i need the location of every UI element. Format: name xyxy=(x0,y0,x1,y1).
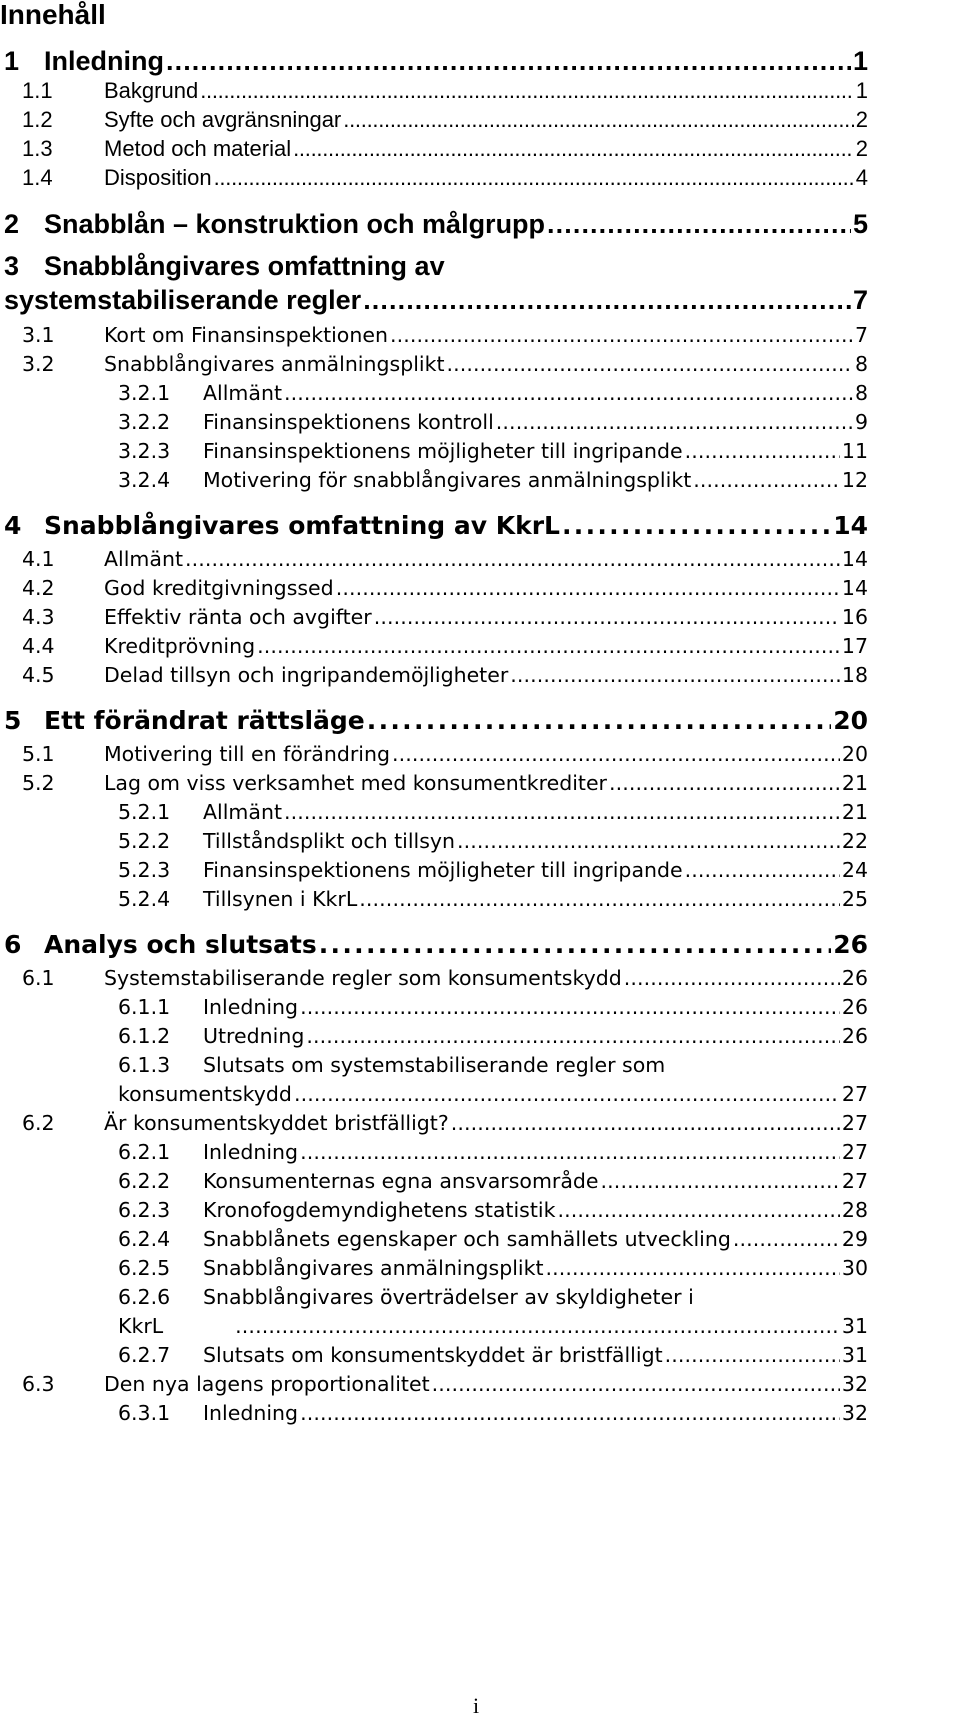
toc-entry-title: Snabblångivares anmälningsplikt xyxy=(104,352,445,376)
toc-entry-number: 5.1 xyxy=(22,742,55,766)
toc-entry-page: 2 xyxy=(855,107,868,132)
toc-entry-title: Inledning xyxy=(203,995,299,1019)
toc-entry-title: Delad tillsyn och ingripandemöjligheter xyxy=(104,663,509,687)
toc-entry-title: Snabblångivares anmälningsplikt xyxy=(203,1256,544,1280)
toc-entry-title: Utredning xyxy=(203,1024,305,1048)
toc-entry-title: Disposition xyxy=(104,165,212,190)
toc-entry[interactable] xyxy=(118,381,868,405)
toc-entry[interactable] xyxy=(22,1372,868,1396)
toc-entry[interactable] xyxy=(22,634,868,658)
toc-leader-dots xyxy=(294,1082,840,1106)
toc-entry-number: 6.3.1 xyxy=(118,1401,171,1425)
toc-entry-title: Inledning xyxy=(44,46,164,76)
toc-entry[interactable] xyxy=(118,1198,868,1222)
toc-entry-number: 1 xyxy=(4,46,20,76)
toc-leader-dots xyxy=(235,1314,840,1338)
toc-entry-title: Slutsats om konsumentskyddet är bristfälligt xyxy=(203,1343,663,1367)
toc-entry-number: 6.3 xyxy=(22,1372,55,1396)
toc-leader-dots xyxy=(624,966,840,990)
toc-entry-page: 25 xyxy=(841,887,868,911)
toc-leader-dots xyxy=(546,1256,840,1280)
toc-entry-page: 1 xyxy=(852,46,868,76)
toc-entry-page: 18 xyxy=(841,663,868,687)
toc-entry[interactable] xyxy=(4,706,868,735)
toc-entry-number: 6.2.1 xyxy=(118,1140,171,1164)
toc-entry-number: 3.2.4 xyxy=(118,468,171,492)
toc-entry-page: 30 xyxy=(841,1256,868,1280)
toc-entry-title-continuation: KkrL xyxy=(118,1314,164,1338)
toc-entry-title: Konsumenternas egna ansvarsområde xyxy=(203,1169,599,1193)
toc-leader-dots xyxy=(200,78,854,104)
toc-entry-number: 4.1 xyxy=(22,547,55,571)
toc-entry-page: 12 xyxy=(841,468,868,492)
toc-entry-number: 6.2.3 xyxy=(118,1198,171,1222)
toc-entry-page: 8 xyxy=(854,352,868,376)
toc-entry-title: Kort om Finansinspektionen xyxy=(104,323,388,347)
toc-entry-title: Systemstabiliserande regler som konsumentskydd xyxy=(104,966,622,990)
toc-entry-title: Bakgrund xyxy=(104,78,199,103)
toc-entry[interactable] xyxy=(22,966,868,990)
toc-entry-title: Tillståndsplikt och tillsyn xyxy=(203,829,456,853)
toc-entry[interactable] xyxy=(22,547,868,571)
toc-entry-number: 6.1.1 xyxy=(118,995,171,1019)
toc-leader-dots xyxy=(300,995,840,1019)
toc-entry-number: 6.1.2 xyxy=(118,1024,171,1048)
toc-entry-page: 31 xyxy=(841,1343,868,1367)
toc-entry[interactable] xyxy=(4,46,868,77)
toc-entry-number: 4.2 xyxy=(22,576,55,600)
toc-entry-page: 11 xyxy=(841,439,868,463)
toc-entry-title: Inledning xyxy=(203,1401,299,1425)
toc-entry-page: 20 xyxy=(841,742,868,766)
toc-entry[interactable] xyxy=(22,107,868,133)
toc-entry-number: 4 xyxy=(4,511,22,540)
toc-entry-number: 6 xyxy=(4,930,22,959)
toc-entry-title: Allmänt xyxy=(104,547,183,571)
toc-entry-page: 7 xyxy=(852,285,868,315)
toc-entry-number: 2 xyxy=(4,209,20,239)
toc-leader-dots xyxy=(390,323,853,347)
toc-entry[interactable] xyxy=(22,663,868,687)
toc-entry-title: Metod och material xyxy=(104,136,292,161)
toc-leader-dots xyxy=(359,887,840,911)
toc-entry[interactable] xyxy=(22,352,868,376)
toc-entry-title-continuation: konsumentskydd xyxy=(118,1082,292,1106)
toc-leader-dots xyxy=(336,576,840,600)
toc-leader-dots xyxy=(367,706,831,735)
toc-entry[interactable] xyxy=(118,1256,868,1280)
toc-entry-title: Finansinspektionens möjligheter till ingripande xyxy=(203,858,683,882)
toc-entry-page: 29 xyxy=(841,1227,868,1251)
toc-entry-page: 26 xyxy=(841,966,868,990)
toc-entry-title: Snabblånets egenskaper och samhällets utveckling xyxy=(203,1227,731,1251)
toc-entry[interactable] xyxy=(118,1140,868,1164)
toc-entry-number: 3.2.1 xyxy=(118,381,171,405)
toc-entry-title: God kreditgivningssed xyxy=(104,576,334,600)
toc-entry[interactable] xyxy=(118,410,868,434)
toc-entry-number: 6.2.6 xyxy=(118,1285,171,1309)
toc-entry-number: 3.1 xyxy=(22,323,55,347)
toc-entry[interactable] xyxy=(118,1169,868,1193)
toc-leader-dots xyxy=(300,1401,840,1425)
toc-leader-dots xyxy=(214,165,854,191)
toc-entry-title: Allmänt xyxy=(203,381,282,405)
toc-entry-title: Motivering för snabblångivares anmälningsplikt xyxy=(203,468,692,492)
toc-entry-title: Syfte och avgränsningar xyxy=(104,107,342,132)
toc-entry-page: 31 xyxy=(841,1314,868,1338)
toc-leader-dots xyxy=(557,1198,839,1222)
toc-entry-page: 27 xyxy=(841,1140,868,1164)
toc-entry-number: 4.4 xyxy=(22,634,55,658)
toc-entry-page: 16 xyxy=(841,605,868,629)
toc-entry-line[interactable] xyxy=(118,1285,868,1309)
toc-entry-title: Slutsats om systemstabiliserande regler som xyxy=(203,1053,666,1077)
toc-entry-title: Inledning xyxy=(203,1140,299,1164)
toc-leader-dots xyxy=(319,930,831,959)
toc-leader-dots xyxy=(685,439,840,463)
toc-entry-number: 5.2 xyxy=(22,771,55,795)
toc-entry-page: 14 xyxy=(841,547,868,571)
toc-entry-number: 1.1 xyxy=(22,78,53,103)
toc-leader-dots xyxy=(363,285,851,316)
toc-entry-title: Snabblån – konstruktion och målgrupp xyxy=(44,209,546,239)
toc-entry-page: 27 xyxy=(841,1082,868,1106)
toc-entry-title: Snabblångivares överträdelser av skyldigheter i xyxy=(203,1285,694,1309)
toc-leader-dots xyxy=(185,547,840,571)
toc-entry[interactable] xyxy=(22,605,868,629)
toc-entry-continuation[interactable] xyxy=(4,285,868,316)
toc-entry-page: 26 xyxy=(841,995,868,1019)
toc-leader-dots xyxy=(343,107,853,133)
toc-entry[interactable] xyxy=(118,887,868,911)
toc-entry-number: 5.2.3 xyxy=(118,858,171,882)
toc-entry-number: 3 xyxy=(4,251,20,281)
toc-entry[interactable] xyxy=(118,439,868,463)
toc-entry-page: 24 xyxy=(841,858,868,882)
toc-entry-title: Tillsynen i KkrL xyxy=(203,887,358,911)
toc-entry[interactable] xyxy=(118,1401,868,1425)
toc-entry-title: Motivering till en förändring xyxy=(104,742,390,766)
toc-leader-dots xyxy=(447,352,853,376)
toc-entry-page: 32 xyxy=(841,1401,868,1425)
footer-page-number: i xyxy=(473,1693,480,1718)
toc-entry-page: 7 xyxy=(854,323,868,347)
toc-entry-number: 5 xyxy=(4,706,22,735)
toc-entry[interactable] xyxy=(118,800,868,824)
toc-entry[interactable] xyxy=(118,995,868,1019)
toc-leader-dots xyxy=(392,742,840,766)
toc-leader-dots xyxy=(496,410,853,434)
toc-entry[interactable] xyxy=(22,576,868,600)
toc-entry[interactable] xyxy=(4,511,868,540)
toc-entry-number: 5.2.1 xyxy=(118,800,171,824)
toc-entry-page: 8 xyxy=(854,381,868,405)
toc-entry[interactable] xyxy=(118,858,868,882)
toc-entry-number: 6.2 xyxy=(22,1111,55,1135)
toc-entry[interactable] xyxy=(118,468,868,492)
toc-entry-page: 9 xyxy=(854,410,868,434)
toc-entry-number: 5.2.2 xyxy=(118,829,171,853)
toc-entry-title: Finansinspektionens möjligheter till ingripande xyxy=(203,439,683,463)
toc-leader-dots xyxy=(510,663,840,687)
toc-entry-number: 6.2.5 xyxy=(118,1256,171,1280)
toc-entry-title: Är konsumentskyddet bristfälligt? xyxy=(104,1111,449,1135)
toc-entry-number: 3.2.2 xyxy=(118,410,171,434)
toc-entry[interactable] xyxy=(22,1111,868,1135)
toc-entry-continuation[interactable] xyxy=(118,1314,868,1338)
toc-leader-dots xyxy=(257,634,840,658)
toc-entry[interactable] xyxy=(118,1343,868,1367)
toc-leader-dots xyxy=(562,511,831,540)
toc-entry[interactable] xyxy=(118,1227,868,1251)
toc-entry[interactable] xyxy=(4,930,868,959)
toc-entry-page: 17 xyxy=(841,634,868,658)
toc-entry-page: 26 xyxy=(833,930,868,959)
toc-leader-dots xyxy=(374,605,840,629)
toc-entry-title: Finansinspektionens kontroll xyxy=(203,410,494,434)
toc-entry[interactable] xyxy=(22,323,868,347)
toc-entry-page: 22 xyxy=(841,829,868,853)
toc-leader-dots xyxy=(306,1024,840,1048)
toc-entry-title: Allmänt xyxy=(203,800,282,824)
toc-entry-number: 3.2 xyxy=(22,352,55,376)
toc-entry-title: Lag om viss verksamhet med konsumentkrediter xyxy=(104,771,607,795)
toc-leader-dots xyxy=(609,771,840,795)
toc-entry-title: Effektiv ränta och avgifter xyxy=(104,605,372,629)
toc-leader-dots xyxy=(300,1140,840,1164)
toc-entry[interactable] xyxy=(118,829,868,853)
toc-entry-page: 5 xyxy=(852,209,868,239)
toc-leader-dots xyxy=(601,1169,840,1193)
toc-entry-title: Kreditprövning xyxy=(104,634,256,658)
toc-entry-page: 4 xyxy=(855,165,868,190)
toc-leader-dots xyxy=(665,1343,840,1367)
toc-entry-page: 27 xyxy=(841,1111,868,1135)
toc-entry-page: 32 xyxy=(841,1372,868,1396)
toc-leader-dots xyxy=(284,800,840,824)
toc-leader-dots xyxy=(685,858,840,882)
toc-entry[interactable] xyxy=(22,78,868,104)
toc-entry[interactable] xyxy=(118,1024,868,1048)
toc-entry-page: 21 xyxy=(841,771,868,795)
toc-leader-dots xyxy=(432,1372,840,1396)
toc-entry-title: Snabblångivares omfattning av xyxy=(44,251,445,281)
toc-entry-number: 6.1 xyxy=(22,966,55,990)
toc-entry[interactable] xyxy=(22,165,868,191)
toc-entry[interactable] xyxy=(22,771,868,795)
toc-entry-title-continuation: systemstabiliserande regler xyxy=(4,285,362,315)
toc-entry-page: 1 xyxy=(855,78,868,103)
toc-entry[interactable] xyxy=(4,209,868,240)
toc-entry-title: Ett förändrat rättsläge xyxy=(44,706,365,735)
toc-entry-number: 6.2.2 xyxy=(118,1169,171,1193)
toc-entry-number: 6.2.7 xyxy=(118,1343,171,1367)
toc-entry-title: Kronofogdemyndighetens statistik xyxy=(203,1198,556,1222)
toc-entry-title: Den nya lagens proportionalitet xyxy=(104,1372,430,1396)
toc-leader-dots xyxy=(457,829,840,853)
toc-heading: Innehåll xyxy=(0,0,106,30)
toc-entry-page: 14 xyxy=(841,576,868,600)
toc-entry-line[interactable] xyxy=(4,251,868,282)
toc-entry-page: 28 xyxy=(841,1198,868,1222)
toc-leader-dots xyxy=(284,381,853,405)
toc-entry-page: 2 xyxy=(855,136,868,161)
toc-entry-number: 6.2.4 xyxy=(118,1227,171,1251)
toc-leader-dots xyxy=(733,1227,840,1251)
toc-entry[interactable] xyxy=(22,742,868,766)
toc-entry-page: 26 xyxy=(841,1024,868,1048)
toc-entry-number: 1.4 xyxy=(22,165,53,190)
toc-entry-number: 4.3 xyxy=(22,605,55,629)
toc-entry-title: Analys och slutsats xyxy=(44,930,317,959)
toc-entry-number: 1.2 xyxy=(22,107,53,132)
toc-entry-number: 1.3 xyxy=(22,136,53,161)
toc-leader-dots xyxy=(293,136,854,162)
toc-entry-number: 6.1.3 xyxy=(118,1053,171,1077)
toc-entry-page: 27 xyxy=(841,1169,868,1193)
toc-entry[interactable] xyxy=(22,136,868,162)
toc-entry-number: 5.2.4 xyxy=(118,887,171,911)
toc-entry-page: 20 xyxy=(833,706,868,735)
toc-entry-number: 4.5 xyxy=(22,663,55,687)
toc-entry-title: Snabblångivares omfattning av KkrL xyxy=(44,511,560,540)
toc-entry-page: 21 xyxy=(841,800,868,824)
toc-leader-dots xyxy=(693,468,840,492)
toc-leader-dots xyxy=(166,46,851,77)
toc-entry-continuation[interactable] xyxy=(118,1082,868,1106)
toc-leader-dots xyxy=(451,1111,840,1135)
toc-entry-number: 3.2.3 xyxy=(118,439,171,463)
toc-entry-page: 14 xyxy=(833,511,868,540)
toc-leader-dots xyxy=(547,209,851,240)
toc-entry-line[interactable] xyxy=(118,1053,868,1077)
